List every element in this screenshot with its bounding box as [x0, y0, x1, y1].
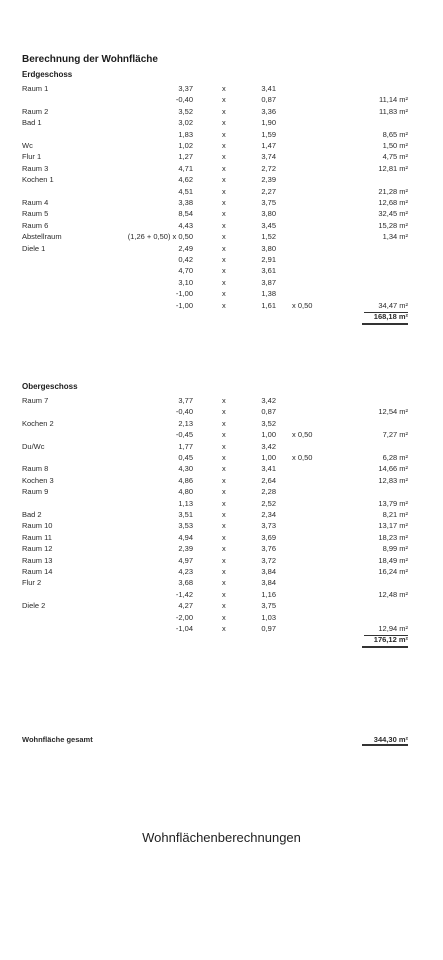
dimension-a: 1,27 [178, 152, 193, 162]
dimension-b: 1,47 [261, 141, 276, 150]
dimension-a: 4,30 [178, 464, 193, 474]
times-sign: x [222, 544, 226, 554]
times-sign: x [222, 243, 226, 253]
room-name: Bad 2 [22, 510, 42, 519]
dimension-a: 4,97 [178, 555, 193, 565]
section-subtotal: 176,12 m² [362, 634, 408, 648]
dimension-b: 2,64 [261, 475, 276, 485]
table-row [0, 231, 443, 243]
room-name: Diele 2 [22, 601, 46, 611]
times-sign: x [222, 152, 226, 162]
dimension-b: 1,59 [261, 129, 276, 139]
dimension-a: 3,51 [178, 510, 193, 519]
dimension-a: 3,68 [178, 578, 193, 588]
table-row [0, 265, 443, 277]
room-name: Raum 7 [22, 396, 49, 405]
times-sign: x [222, 129, 226, 139]
room-name: Raum 6 [22, 220, 49, 230]
times-sign: x [222, 300, 226, 310]
area-result: 18,49 m² [378, 555, 408, 565]
area-result: 14,66 m² [378, 464, 408, 474]
times-sign: x [222, 186, 226, 196]
area-result: 1,34 m² [382, 232, 408, 242]
times-sign: x [222, 578, 226, 588]
area-result: 13,79 m² [378, 498, 408, 508]
table-row [0, 151, 443, 163]
table-row [0, 129, 443, 141]
times-sign: x [222, 624, 226, 633]
times-sign: x [222, 266, 226, 276]
area-result: 8,21 m² [382, 510, 408, 519]
table-row [0, 623, 443, 635]
room-name: Raum 10 [22, 521, 53, 531]
dimension-b: 2,91 [261, 255, 276, 264]
times-sign: x [222, 430, 226, 440]
room-name: Flur 2 [22, 578, 42, 588]
area-result: 7,27 m² [382, 430, 408, 440]
dimension-b: 1,61 [261, 300, 276, 310]
times-sign: x [222, 118, 226, 128]
room-name: Raum 12 [22, 544, 53, 554]
table-row [0, 277, 443, 289]
factor: x 0,50 [292, 430, 313, 440]
dimension-a: -1,42 [175, 589, 193, 599]
room-name: Raum 3 [22, 163, 49, 173]
dimension-a: -0,45 [175, 430, 193, 440]
dimension-b: 1,00 [261, 453, 276, 462]
dimension-a: 1,77 [178, 441, 193, 451]
dimension-a: 4,23 [178, 567, 193, 576]
times-sign: x [222, 175, 226, 185]
dimension-a: 3,37 [178, 84, 193, 93]
times-sign: x [222, 418, 226, 428]
area-result: 21,28 m² [378, 186, 408, 196]
times-sign: x [222, 464, 226, 474]
table-row [0, 612, 443, 624]
times-sign: x [222, 601, 226, 611]
dimension-b: 3,76 [261, 544, 276, 554]
dimension-a: 3,10 [178, 277, 193, 287]
subtotal-row [0, 634, 443, 646]
dimension-b: 3,80 [261, 243, 276, 253]
dimension-b: 3,52 [261, 418, 276, 428]
table-row [0, 174, 443, 186]
dimension-a: 4,94 [178, 532, 193, 542]
times-sign: x [222, 407, 226, 417]
table-row [0, 163, 443, 175]
area-result: 32,45 m² [378, 209, 408, 219]
table-row [0, 577, 443, 589]
dimension-a: -1,00 [175, 300, 193, 310]
area-result: 12,83 m² [378, 475, 408, 485]
table-row [0, 543, 443, 555]
table-row [0, 208, 443, 220]
times-sign: x [222, 289, 226, 299]
table-row [0, 395, 443, 407]
times-sign: x [222, 612, 226, 622]
area-result: 12,48 m² [378, 589, 408, 599]
dimension-a: -1,04 [175, 624, 193, 633]
dimension-b: 3,41 [261, 464, 276, 474]
dimension-a: 0,42 [178, 255, 193, 264]
table-row [0, 254, 443, 266]
table-row [0, 83, 443, 95]
table-row [0, 475, 443, 487]
dimension-b: 1,90 [261, 118, 276, 128]
times-sign: x [222, 209, 226, 219]
times-sign: x [222, 498, 226, 508]
dimension-a: 2,13 [178, 418, 193, 428]
dimension-a: 1,02 [178, 141, 193, 150]
room-name: Kochen 3 [22, 475, 54, 485]
table-row [0, 589, 443, 601]
factor: x 0,50 [292, 300, 313, 310]
dimension-a: 4,86 [178, 475, 193, 485]
total-label: Wohnfläche gesamt [22, 735, 93, 744]
dimension-b: 3,84 [261, 578, 276, 588]
dimension-b: 3,80 [261, 209, 276, 219]
table-row [0, 220, 443, 232]
table-row [0, 486, 443, 498]
table-row [0, 243, 443, 255]
room-name: Wc [22, 141, 33, 150]
table-row [0, 197, 443, 209]
table-row [0, 418, 443, 430]
times-sign: x [222, 521, 226, 531]
table-row [0, 520, 443, 532]
table-row [0, 94, 443, 106]
total-value: 344,30 m² [362, 735, 408, 746]
dimension-a: 8,54 [178, 209, 193, 219]
dimension-b: 2,27 [261, 186, 276, 196]
times-sign: x [222, 441, 226, 451]
dimension-b: 3,42 [261, 441, 276, 451]
times-sign: x [222, 84, 226, 93]
table-row [0, 463, 443, 475]
times-sign: x [222, 141, 226, 150]
dimension-b: 2,72 [261, 163, 276, 173]
dimension-b: 3,87 [261, 277, 276, 287]
dimension-a: 4,62 [178, 175, 193, 185]
room-name: Flur 1 [22, 152, 42, 162]
times-sign: x [222, 453, 226, 462]
image-caption: Wohnflächenberechnungen [142, 830, 301, 845]
dimension-b: 3,84 [261, 567, 276, 576]
times-sign: x [222, 106, 226, 116]
dimension-a: 2,39 [178, 544, 193, 554]
dimension-a: 1,83 [178, 129, 193, 139]
area-result: 6,28 m² [382, 453, 408, 462]
dimension-b: 3,72 [261, 555, 276, 565]
room-name: Raum 9 [22, 487, 49, 497]
times-sign: x [222, 255, 226, 264]
area-result: 12,81 m² [378, 163, 408, 173]
room-name: Kochen 1 [22, 175, 54, 185]
room-name: Du/Wc [22, 441, 45, 451]
dimension-b: 3,42 [261, 396, 276, 405]
factor: x 0,50 [292, 453, 313, 462]
dimension-a: 3,77 [178, 396, 193, 405]
dimension-b: 3,36 [261, 106, 276, 116]
table-row [0, 117, 443, 129]
table-row [0, 532, 443, 544]
dimension-b: 2,39 [261, 175, 276, 185]
dimension-b: 3,75 [261, 198, 276, 207]
times-sign: x [222, 220, 226, 230]
dimension-b: 3,69 [261, 532, 276, 542]
times-sign: x [222, 532, 226, 542]
dimension-b: 3,73 [261, 521, 276, 531]
table-row [0, 498, 443, 510]
section-heading: Obergeschoss [22, 382, 78, 391]
room-name: Raum 13 [22, 555, 53, 565]
dimension-a: 3,02 [178, 118, 193, 128]
dimension-b: 3,45 [261, 220, 276, 230]
times-sign: x [222, 95, 226, 105]
area-result: 4,75 m² [382, 152, 408, 162]
table-row [0, 186, 443, 198]
area-result: 11,83 m² [378, 106, 408, 116]
room-name: Bad 1 [22, 118, 42, 128]
dimension-a: -0,40 [175, 407, 193, 417]
table-row [0, 429, 443, 441]
dimension-b: 3,41 [261, 84, 276, 93]
room-name: Kochen 2 [22, 418, 54, 428]
times-sign: x [222, 567, 226, 576]
dimension-a: 3,53 [178, 521, 193, 531]
table-row [0, 600, 443, 612]
document-title: Berechnung der Wohnfläche [22, 54, 158, 65]
table-row [0, 441, 443, 453]
area-result: 8,65 m² [382, 129, 408, 139]
room-name: Raum 8 [22, 464, 49, 474]
dimension-a: 4,80 [178, 487, 193, 497]
area-result: 34,47 m² [364, 300, 408, 313]
times-sign: x [222, 396, 226, 405]
area-result: 13,17 m² [378, 521, 408, 531]
room-name: Raum 2 [22, 106, 49, 116]
area-result: 12,94 m² [364, 623, 408, 636]
area-result: 11,14 m² [378, 95, 408, 105]
times-sign: x [222, 475, 226, 485]
dimension-a: 4,71 [178, 163, 193, 173]
table-row [0, 300, 443, 312]
dimension-a: 4,43 [178, 220, 193, 230]
table-row [0, 288, 443, 300]
table-row [0, 566, 443, 578]
table-row [0, 106, 443, 118]
times-sign: x [222, 510, 226, 519]
times-sign: x [222, 589, 226, 599]
room-name: Abstellraum [22, 232, 62, 242]
dimension-b: 3,61 [261, 266, 276, 276]
dimension-b: 0,87 [261, 407, 276, 417]
times-sign: x [222, 232, 226, 242]
room-name: Raum 14 [22, 567, 53, 576]
dimension-b: 1,38 [261, 289, 276, 299]
dimension-b: 2,52 [261, 498, 276, 508]
section-subtotal: 168,18 m² [362, 311, 408, 325]
area-result: 12,54 m² [378, 407, 408, 417]
area-result: 18,23 m² [378, 532, 408, 542]
dimension-b: 1,52 [261, 232, 276, 242]
dimension-b: 2,34 [261, 510, 276, 519]
times-sign: x [222, 163, 226, 173]
dimension-a: -0,40 [175, 95, 193, 105]
dimension-a: 4,70 [178, 266, 193, 276]
area-result: 8,99 m² [382, 544, 408, 554]
dimension-b: 0,87 [261, 95, 276, 105]
dimension-b: 3,74 [261, 152, 276, 162]
room-name: Raum 11 [22, 532, 52, 542]
table-row [0, 452, 443, 464]
dimension-a: 3,38 [178, 198, 193, 207]
dimension-a: 4,51 [178, 186, 193, 196]
dimension-b: 1,03 [261, 612, 276, 622]
room-name: Raum 5 [22, 209, 49, 219]
area-result: 1,50 m² [382, 141, 408, 150]
room-name: Raum 1 [22, 84, 49, 93]
dimension-a: 0,45 [178, 453, 193, 462]
dimension-a: -1,00 [175, 289, 193, 299]
room-name: Raum 4 [22, 198, 49, 207]
dimension-b: 3,75 [261, 601, 276, 611]
times-sign: x [222, 277, 226, 287]
table-row [0, 555, 443, 567]
dimension-b: 2,28 [261, 487, 276, 497]
subtotal-row [0, 311, 443, 323]
dimension-a: (1,26 + 0,50) x 0,50 [127, 232, 193, 242]
times-sign: x [222, 555, 226, 565]
room-name: Diele 1 [22, 243, 46, 253]
dimension-b: 1,00 [261, 430, 276, 440]
dimension-b: 1,16 [261, 589, 276, 599]
times-sign: x [222, 198, 226, 207]
dimension-a: -2,00 [175, 612, 193, 622]
area-result: 12,68 m² [378, 198, 408, 207]
table-row [0, 406, 443, 418]
dimension-a: 2,49 [178, 243, 193, 253]
table-row [0, 140, 443, 152]
dimension-a: 3,52 [178, 106, 193, 116]
area-result: 16,24 m² [378, 567, 408, 576]
dimension-a: 4,27 [178, 601, 193, 611]
section-heading: Erdgeschoss [22, 70, 73, 79]
times-sign: x [222, 487, 226, 497]
table-row [0, 509, 443, 521]
dimension-b: 0,97 [261, 624, 276, 633]
area-result: 15,28 m² [378, 220, 408, 230]
dimension-a: 1,13 [178, 498, 193, 508]
